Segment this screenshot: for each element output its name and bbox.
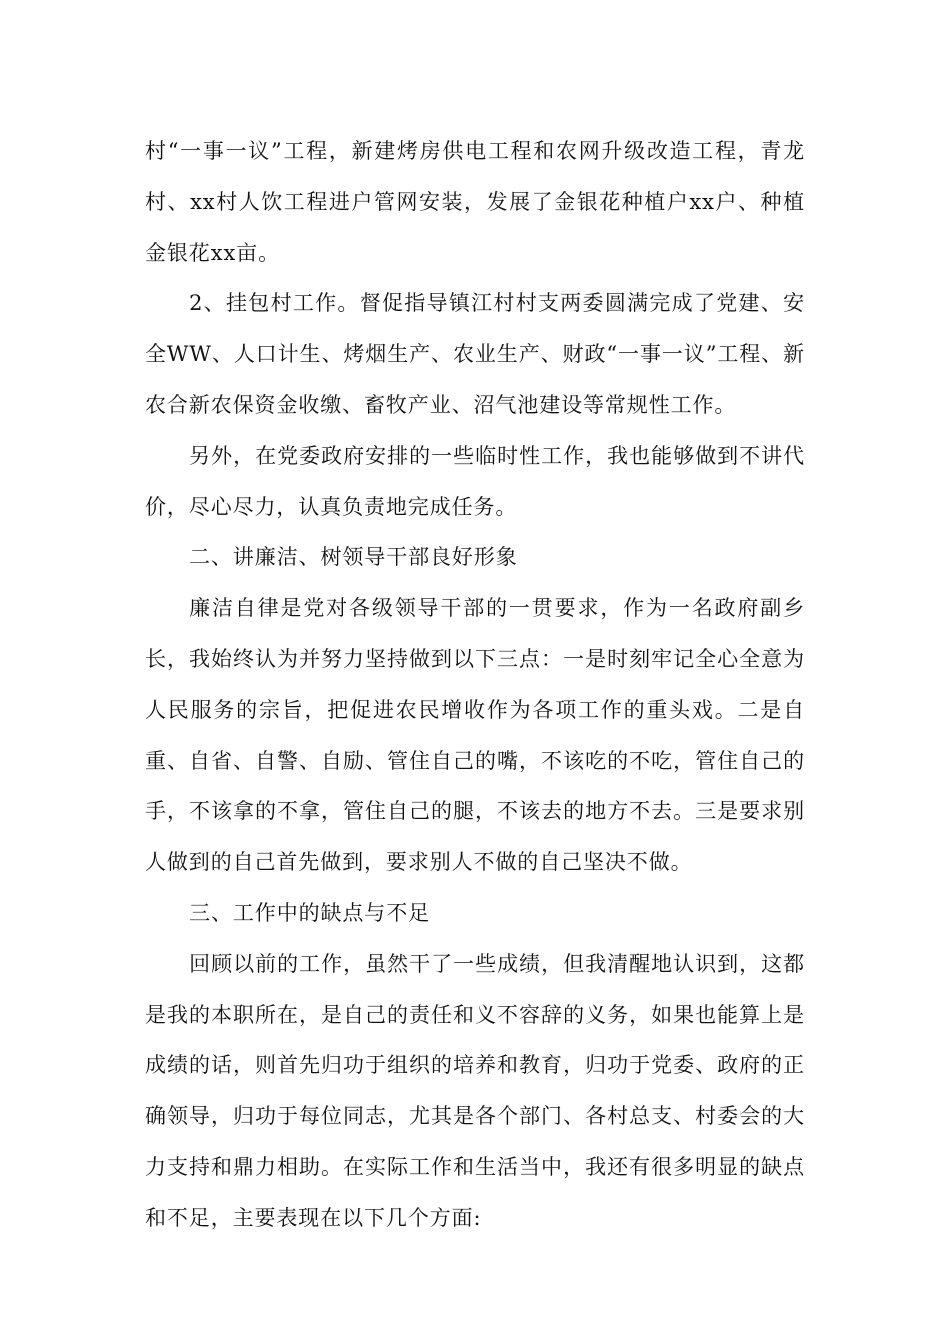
document-body <box>145 126 805 1244</box>
paragraph-temporary-work: 另外，在党委政府安排的一些临时性工作，我也能够做到不讲代价，尽心尽力，认真负责地完成任务。 <box>145 443 805 519</box>
paragraph-review-work: 回顾以前的工作，虽然干了一些成绩，但我清醒地认识到，这都是我的本职所在，是自己的责任和义不容辞的义务，如果也能算上是成绩的话，则首先归功于组织的培养和教育，归功于党委、政府的正确领导，归功于每位同志，尤其是各个部门、各村总支、村委会的大力支持和鼎力相助。在实际工作和生活当中，我还有很多明显的缺点和不足，主要表现在以下几个方面: <box>145 951 805 1230</box>
paragraph-integrity-points: 廉洁自律是党对各级领导干部的一贯要求，作为一名政府副乡长，我始终认为并努力坚持做到以下三点：一是时刻牢记全心全意为人民服务的宗旨，把促进农民增收作为各项工作的重头戏。二是自重、自省、自警、自励、管住自己的嘴，不该吃的不吃，管住自己的手，不该拿的不拿，管住自己的腿，不该去的地方不去。三是要求别人做到的自己首先做到，要求别人不做的自己坚决不做。 <box>145 596 805 875</box>
paragraph-continued-project-summary: 村“一事一议”工程，新建烤房供电工程和农网升级改造工程，青龙村、xx村人饮工程进户管网安装，发展了金银花种植户xx户、种植金银花xx亩。 <box>145 139 805 265</box>
section-heading-integrity: 二、讲廉洁、树领导干部良好形象 <box>189 545 518 570</box>
paragraph-village-work: 2、挂包村工作。督促指导镇江村村支两委圆满完成了党建、安全WW、人口计生、烤烟生产、农业生产、财政“一事一议”工程、新农合新农保资金收缴、畜牧产业、沼气池建设等常规性工作。 <box>145 291 805 417</box>
section-heading-shortcomings: 三、工作中的缺点与不足 <box>189 900 430 925</box>
